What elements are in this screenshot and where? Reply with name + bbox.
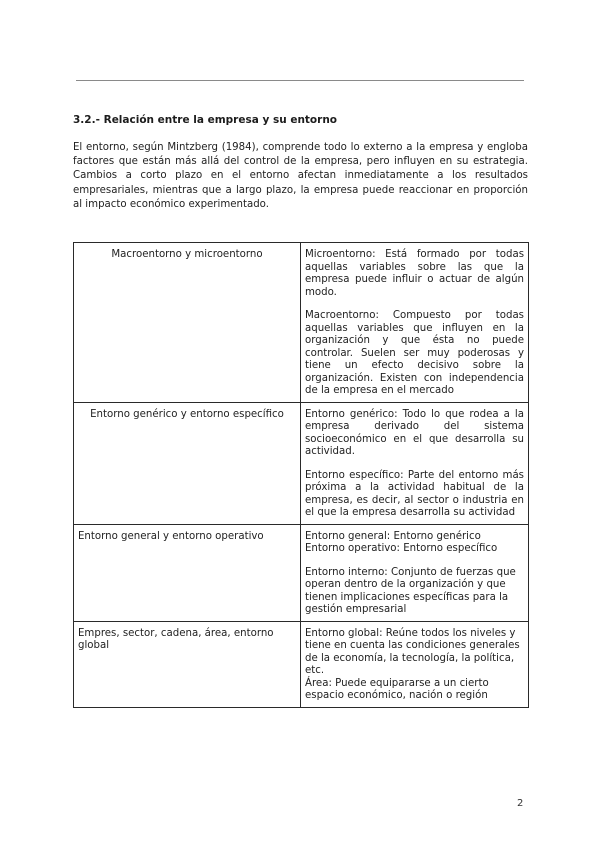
definition-paragraph: Área: Puede equipararse a un cierto espacio económico, nación o región — [305, 677, 489, 701]
definition-paragraph: Entorno genérico: Todo lo que rodea a la empresa derivado del sistema socioeconómico en el que desarrolla su actividad. — [305, 408, 524, 457]
definition-paragraph: Entorno global: Reúne todos los niveles y tiene en cuenta las condiciones generales de la economía, la tecnología, la política, etc. — [305, 627, 520, 676]
table-row — [74, 243, 529, 403]
definition-cell — [301, 524, 529, 621]
term-cell: Macroentorno y microentorno — [74, 243, 301, 403]
definition-paragraph: Entorno general: Entorno genérico — [305, 530, 481, 542]
page-number: 2 — [517, 798, 524, 809]
term-cell: Empres, sector, cadena, área, entorno global — [74, 621, 301, 707]
intro-paragraph: El entorno, según Mintzberg (1984), comprende todo lo externo a la empresa y engloba factores que están más allá del control de la empresa, pero influyen en su estrategia. Cambios a corto plazo en el entorno afectan inmediatamente a los resultados empresariales, mientras que a largo plazo, la empresa puede reaccionar en proporción al impacto económico experimentado. — [73, 142, 528, 210]
definition-paragraph: Microentorno: Está formado por todas aquellas variables sobre las que la empresa puede influir o actuar de algún modo. — [305, 249, 524, 298]
definition-paragraph: Entorno interno: Conjunto de fuerzas que operan dentro de la organización y que tienen implicaciones específicas para la gestión empresarial — [305, 566, 516, 615]
section-heading: 3.2.- Relación entre la empresa y su entorno — [73, 114, 338, 126]
definition-paragraph: Entorno específico: Parte del entorno más próxima a la actividad habitual de la empresa, es decir, al sector o industria en el que la empresa desarrolla su actividad — [305, 469, 524, 518]
definition-paragraph: Entorno operativo: Entorno específico — [305, 543, 498, 554]
header-rule — [76, 80, 524, 81]
definition-cell — [301, 243, 529, 403]
definition-cell — [301, 621, 529, 707]
table-row — [74, 524, 529, 621]
definition-cell — [301, 402, 529, 524]
environment-table — [73, 242, 529, 708]
definition-paragraph: Macroentorno: Compuesto por todas aquellas variables que influyen en la organización y que ésta no puede controlar. Suelen ser muy poderosas y tiene un efecto decisivo sobre la organización. Existen con independencia de la empresa en el mercado — [305, 310, 524, 396]
table-row — [74, 402, 529, 524]
term-cell: Entorno genérico y entorno específico — [74, 402, 301, 524]
term-cell: Entorno general y entorno operativo — [74, 524, 301, 621]
table-row — [74, 621, 529, 707]
